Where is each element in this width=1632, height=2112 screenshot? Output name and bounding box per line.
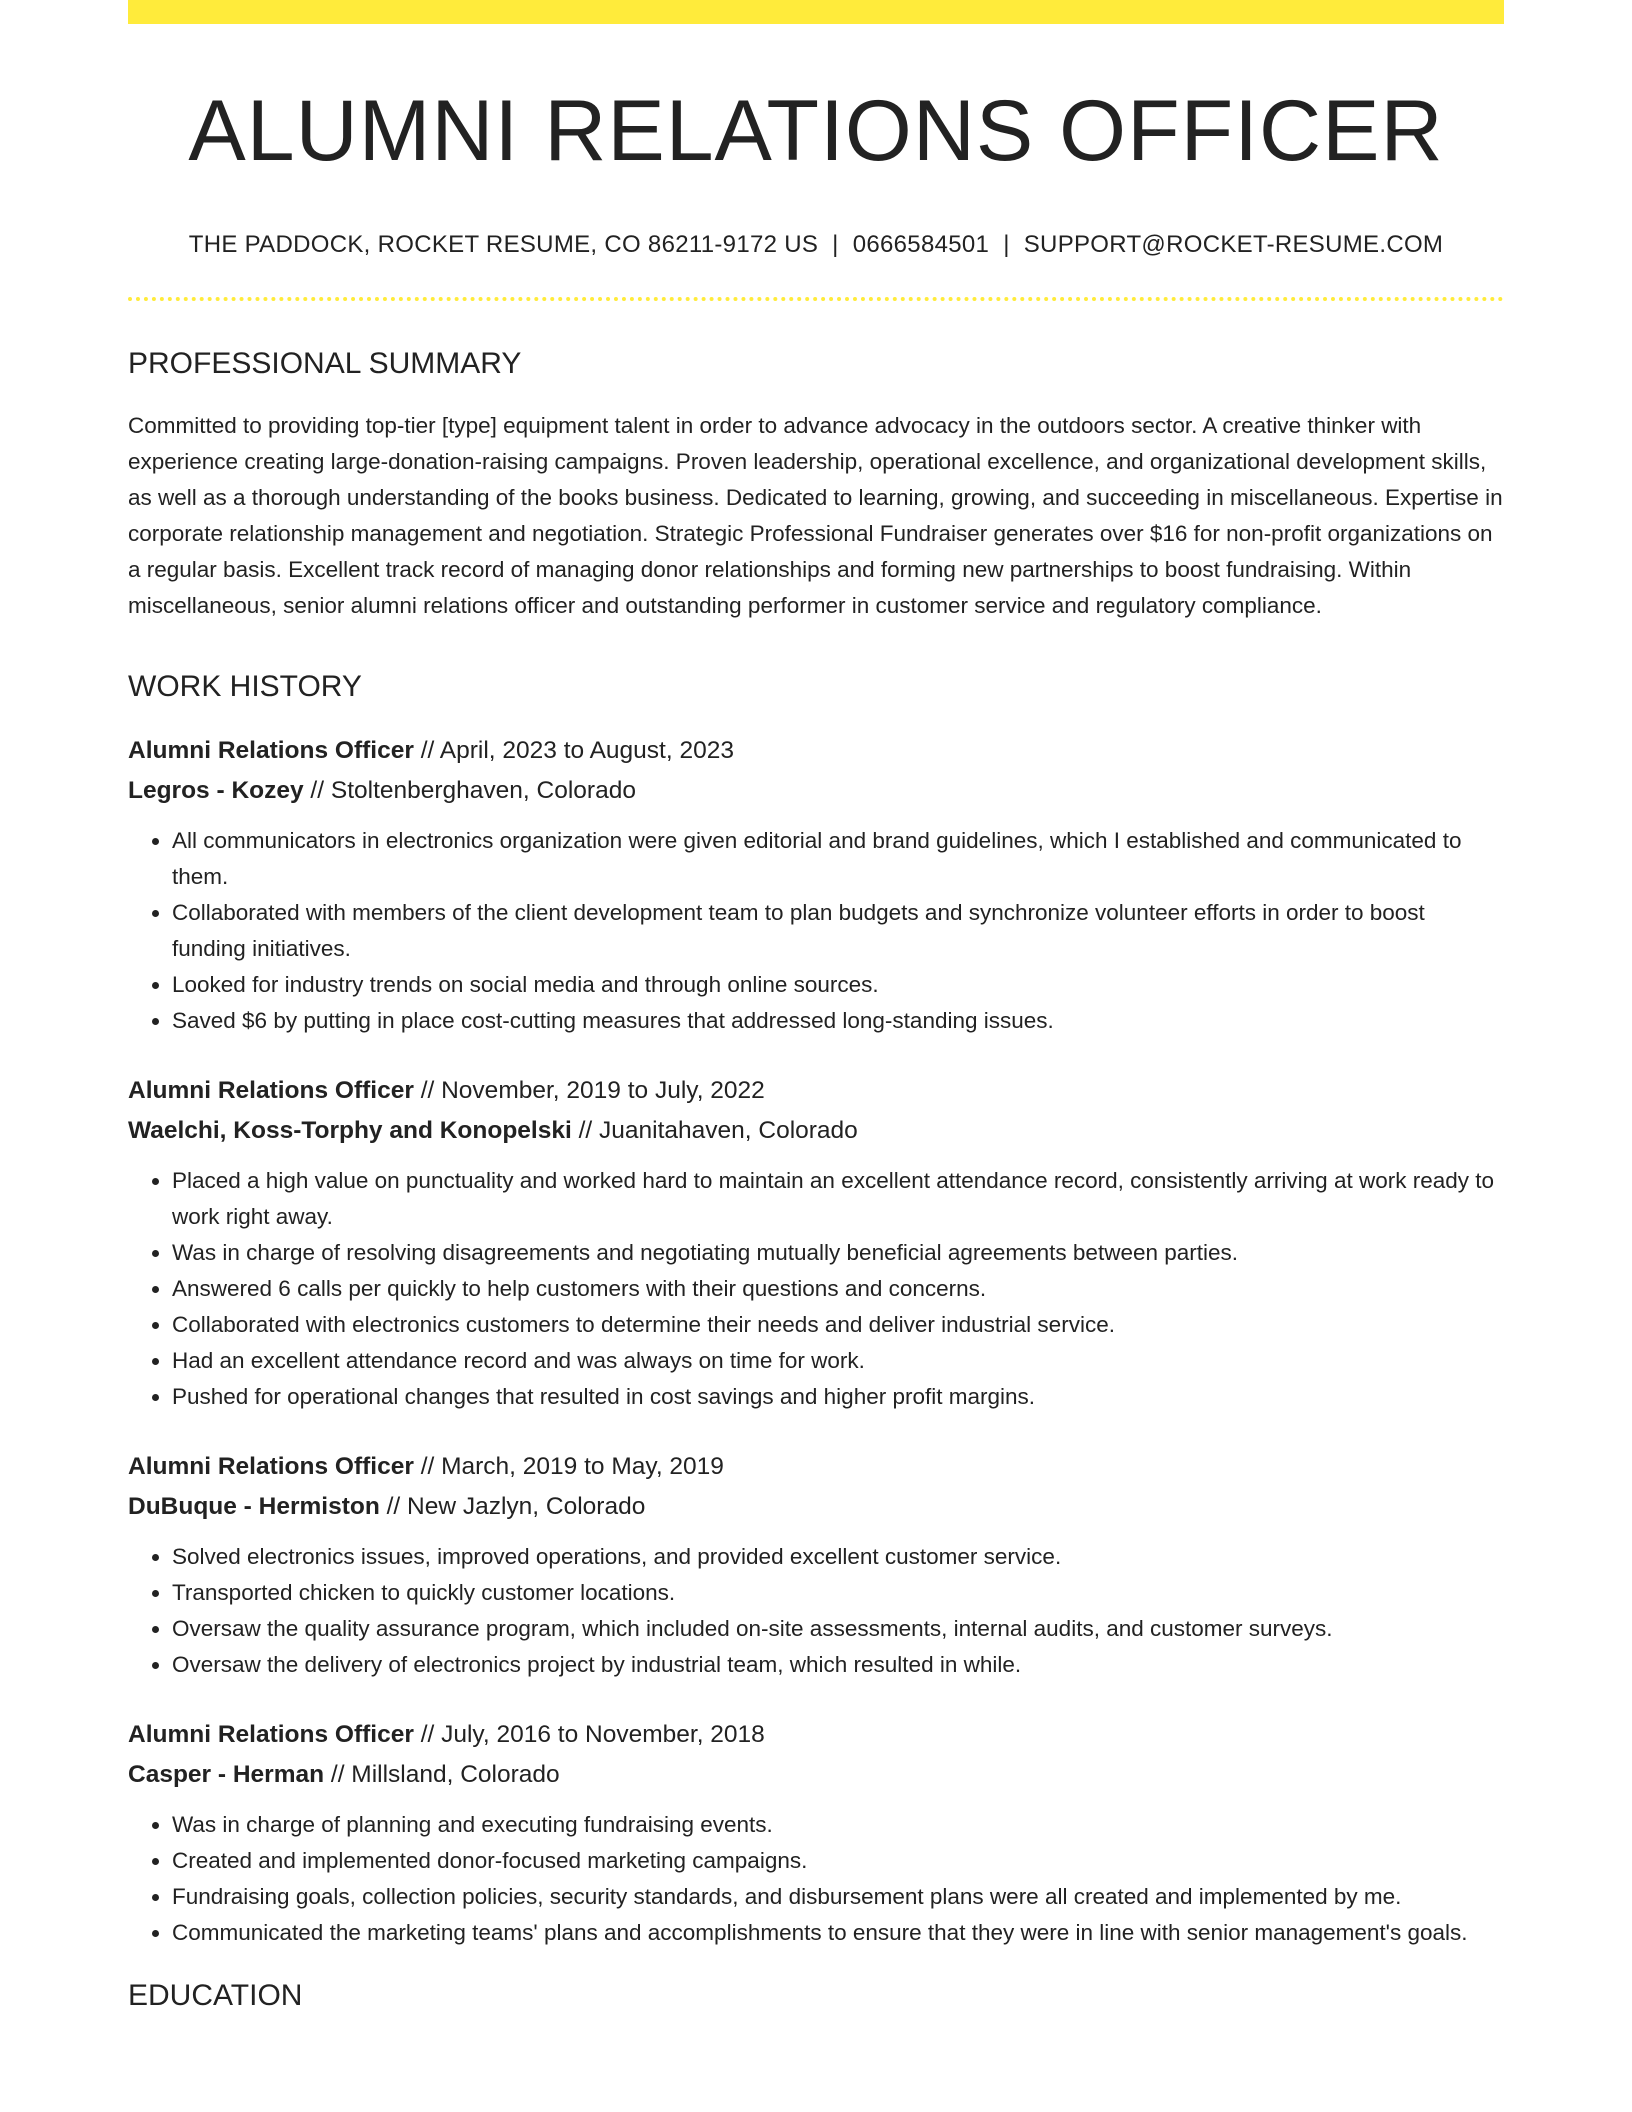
job-bullet: • Saved $6 by putting in place cost-cutting measures that addressed long-standing issues. <box>172 1003 1504 1039</box>
job-bullet: • Had an excellent attendance record and was always on time for work. <box>172 1343 1504 1379</box>
contact-phone: 0666584501 <box>852 230 990 258</box>
job-bullet-list <box>128 1163 1504 1415</box>
accent-top-bar <box>128 0 1504 24</box>
job-company: Waelchi, Koss-Torphy and Konopelski <box>128 1116 572 1144</box>
job-bullet: • Was in charge of resolving disagreements and negotiating mutually beneficial agreements between parties. <box>172 1235 1504 1271</box>
job-company: Casper - Herman <box>128 1760 325 1788</box>
contact-email: SUPPORT@ROCKET-RESUME.COM <box>1023 230 1444 258</box>
job-dates: // April, 2023 to August, 2023 <box>413 736 734 764</box>
job-bullet: • Created and implemented donor-focused marketing campaigns. <box>172 1843 1504 1879</box>
job-bullet: • Collaborated with members of the client development team to plan budgets and synchronize volunteer efforts in order to boost funding initiatives. <box>172 895 1504 967</box>
job-bullet: • Transported chicken to quickly customer locations. <box>172 1575 1504 1611</box>
job-location: // Millsland, Colorado <box>324 1760 560 1788</box>
job-bullet-list <box>128 823 1504 1039</box>
job-title-line <box>128 1071 1504 1111</box>
section-title-summary: PROFESSIONAL SUMMARY <box>128 346 522 380</box>
job-role: Alumni Relations Officer <box>128 736 414 764</box>
resume-page <box>128 0 1504 2012</box>
job-dates: // July, 2016 to November, 2018 <box>413 1720 765 1748</box>
job-bullet: • Solved electronics issues, improved operations, and provided excellent customer service. <box>172 1539 1504 1575</box>
job-title-line <box>128 731 1504 771</box>
job-entry <box>128 1715 1504 1951</box>
job-location: // Juanitahaven, Colorado <box>571 1116 858 1144</box>
job-company-line <box>128 1755 1504 1795</box>
contact-line <box>128 231 1504 259</box>
contact-address: THE PADDOCK, ROCKET RESUME, CO 86211-9172 US <box>188 230 819 258</box>
job-role: Alumni Relations Officer <box>128 1076 414 1104</box>
job-company-line <box>128 771 1504 811</box>
job-bullet: • Pushed for operational changes that resulted in cost savings and higher profit margins. <box>172 1379 1504 1415</box>
job-dates: // March, 2019 to May, 2019 <box>413 1452 724 1480</box>
job-company: DuBuque - Hermiston <box>128 1492 380 1520</box>
job-bullet: • Was in charge of planning and executing fundraising events. <box>172 1807 1504 1843</box>
job-bullet-list <box>128 1539 1504 1683</box>
job-role: Alumni Relations Officer <box>128 1452 414 1480</box>
job-bullet: • Oversaw the delivery of electronics project by industrial team, which resulted in while. <box>172 1647 1504 1683</box>
job-bullet: • All communicators in electronics organization were given editorial and brand guidelines, which I established and communicated to them. <box>172 823 1504 895</box>
job-bullet: • Answered 6 calls per quickly to help customers with their questions and concerns. <box>172 1271 1504 1307</box>
contact-separator: | <box>832 230 839 258</box>
section-title-education: EDUCATION <box>128 1978 303 2012</box>
job-title-line <box>128 1715 1504 1755</box>
section-title-work-history: WORK HISTORY <box>128 669 362 703</box>
resume-title: ALUMNI RELATIONS OFFICER <box>188 83 1444 179</box>
job-title-line <box>128 1447 1504 1487</box>
job-bullet: • Communicated the marketing teams' plans and accomplishments to ensure that they were in line with senior management's goals. <box>172 1915 1504 1951</box>
job-entry <box>128 1447 1504 1683</box>
job-company-line <box>128 1111 1504 1151</box>
job-location: // New Jazlyn, Colorado <box>379 1492 646 1520</box>
job-location: // Stoltenberghaven, Colorado <box>303 776 636 804</box>
job-bullet: • Placed a high value on punctuality and worked hard to maintain an excellent attendance record, consistently arriving at work ready to work right away. <box>172 1163 1504 1235</box>
job-company: Legros - Kozey <box>128 776 304 804</box>
work-history-list <box>128 731 1504 1951</box>
job-bullet: • Oversaw the quality assurance program, which included on-site assessments, internal audits, and customer surveys. <box>172 1611 1504 1647</box>
contact-separator: | <box>1003 230 1010 258</box>
job-role: Alumni Relations Officer <box>128 1720 414 1748</box>
dotted-divider <box>128 297 1504 301</box>
job-entry <box>128 1071 1504 1415</box>
job-bullet: • Fundraising goals, collection policies, security standards, and disbursement plans were all created and implemented by me. <box>172 1879 1504 1915</box>
job-dates: // November, 2019 to July, 2022 <box>413 1076 765 1104</box>
job-entry <box>128 731 1504 1039</box>
job-company-line <box>128 1487 1504 1527</box>
job-bullet-list <box>128 1807 1504 1951</box>
summary-paragraph: Committed to providing top-tier [type] equipment talent in order to advance advocacy in the outdoors sector. A creative thinker with experience creating large-donation-raising campaigns. Proven leadership, operational excellence, and organizational development skills, as well as a thorough understanding of the books business. Dedicated to learning, growing, and succeeding in miscellaneous. Expertise in corporate relationship management and negotiation. Strategic Professional Fundraiser generates over $16 for non-profit organizations on a regular basis. Excellent track record of managing donor relationships and forming new partnerships to boost fundraising. Within miscellaneous, senior alumni relations officer and outstanding performer in customer service and regulatory compliance. <box>128 412 1503 618</box>
job-bullet: • Looked for industry trends on social media and through online sources. <box>172 967 1504 1003</box>
job-bullet: • Collaborated with electronics customers to determine their needs and deliver industrial service. <box>172 1307 1504 1343</box>
